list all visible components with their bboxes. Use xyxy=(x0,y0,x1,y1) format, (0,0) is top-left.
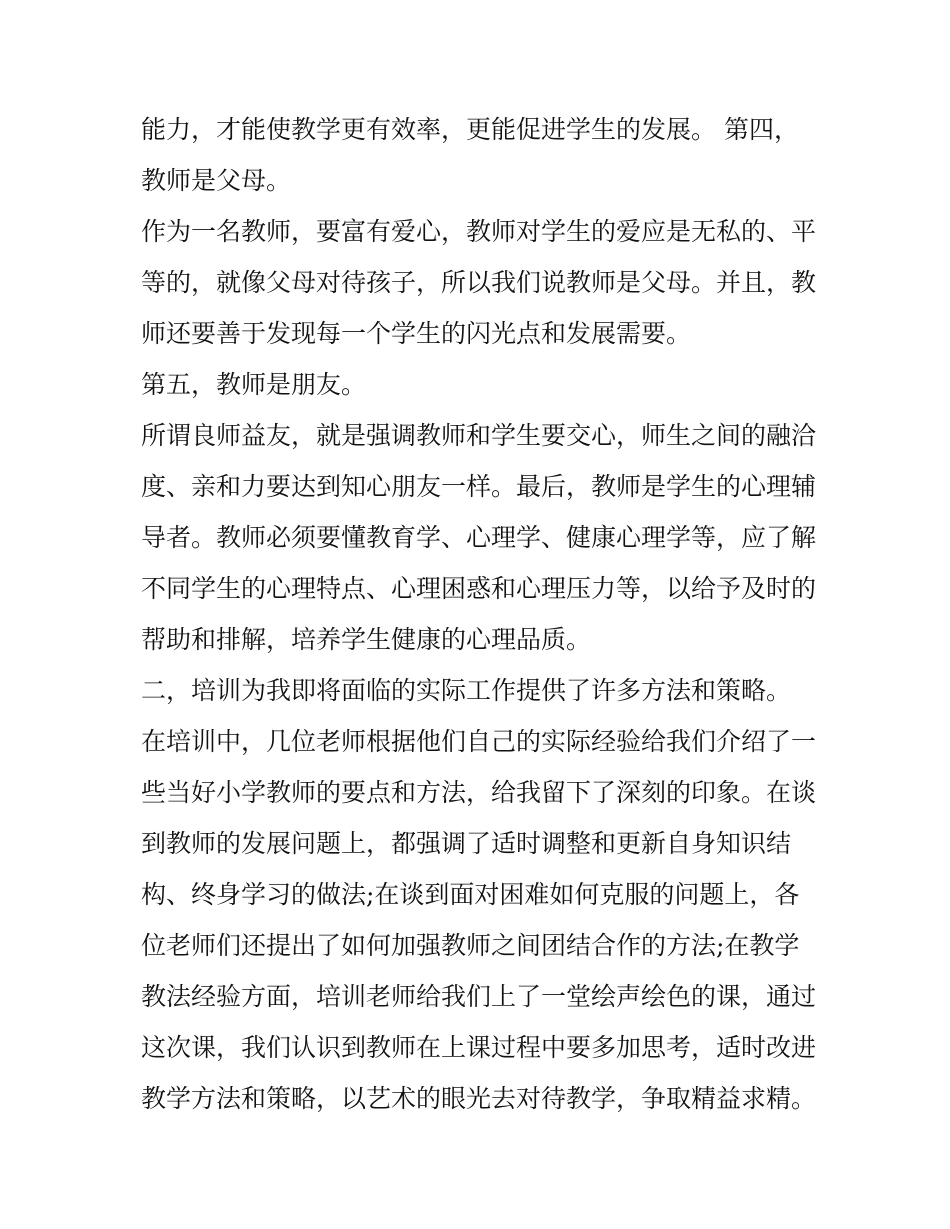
text-line: 教法经验方面，培训老师给我们上了一堂绘声绘色的课，通过 xyxy=(141,982,817,1011)
document-body xyxy=(141,104,821,1124)
text-line: 教学方法和策略，以艺术的眼光去对待教学，争取精益求精。 xyxy=(141,1084,817,1113)
text-line: 所谓良师益友，就是强调教师和学生要交心，师生之间的融洽 xyxy=(141,421,817,450)
text-line: 等的，就像父母对待孩子，所以我们说教师是父母。并且，教 xyxy=(141,268,817,297)
text-line: 度、亲和力要达到知心朋友一样。最后，教师是学生的心理辅 xyxy=(141,472,817,501)
text-line: 帮助和排解，培养学生健康的心理品质。 xyxy=(141,625,592,654)
text-line: 不同学生的心理特点、心理困惑和心理压力等，以给予及时的 xyxy=(141,574,817,603)
text-line: 这次课，我们认识到教师在上课过程中要多加思考，适时改进 xyxy=(141,1033,817,1062)
text-line: 作为一名教师，要富有爱心，教师对学生的爱应是无私的、平 xyxy=(141,217,817,246)
text-line: 能力，才能使教学更有效率，更能促进学生的发展。 第四， xyxy=(141,115,799,144)
text-line: 构、终身学习的做法;在谈到面对困难如何克服的问题上，各 xyxy=(141,880,800,909)
text-line: 些当好小学教师的要点和方法，给我留下了深刻的印象。在谈 xyxy=(141,778,817,807)
text-line: 到教师的发展问题上，都强调了适时调整和更新自身知识结 xyxy=(141,829,792,858)
text-line: 导者。教师必须要懂教育学、心理学、健康心理学等，应了解 xyxy=(141,523,817,552)
text-line: 位老师们还提出了如何加强教师之间团结合作的方法;在教学 xyxy=(141,931,800,960)
text-line: 二，培训为我即将面临的实际工作提供了许多方法和策略。 xyxy=(141,676,792,705)
text-line: 师还要善于发现每一个学生的闪光点和发展需要。 xyxy=(141,319,692,348)
text-line: 教师是父母。 xyxy=(141,166,292,195)
text-line: 第五，教师是朋友。 xyxy=(141,370,367,399)
text-line: 在培训中，几位老师根据他们自己的实际经验给我们介绍了一 xyxy=(141,727,817,756)
